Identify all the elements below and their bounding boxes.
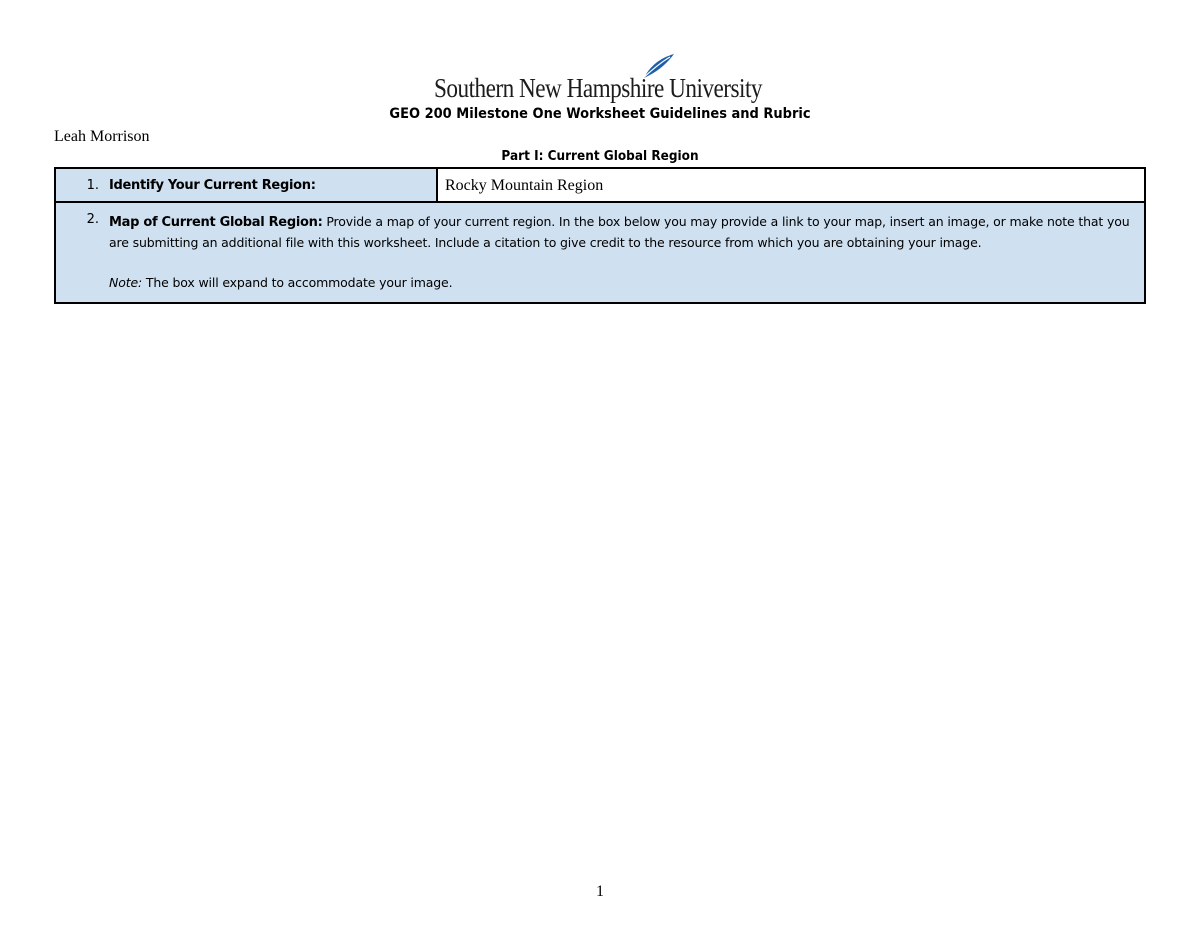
note	[109, 273, 1133, 293]
page-number: 1	[596, 883, 604, 900]
table-row	[55, 202, 1145, 303]
question-label: Map of Current Global Region:	[109, 215, 323, 230]
item-number: 1.	[86, 178, 99, 193]
question-text: Provide a map of your current region. In the box below you may provide a link to your map, insert an image, or make note that you are submitting an additional file with this worksheet. Include a citation to give credit to the resource from which you are obtaining your image.	[109, 214, 1130, 250]
note-label: Note:	[109, 275, 143, 290]
note-text: The box will expand to accommodate your image.	[145, 275, 453, 290]
answer-cell[interactable]: Rocky Mountain Region	[437, 168, 1145, 202]
document-title: GEO 200 Milestone One Worksheet Guidelines and Rubric	[389, 106, 811, 122]
university-logo	[430, 52, 775, 102]
table-row	[55, 168, 1145, 202]
author-name: Leah Morrison	[54, 128, 150, 145]
question-cell	[55, 168, 437, 202]
item-number: 2.	[86, 212, 99, 227]
question-cell	[55, 202, 1145, 303]
university-name: Southern New Hampshire University	[434, 73, 762, 103]
question-label: Identify Your Current Region:	[109, 178, 316, 193]
rubric-table	[54, 167, 1146, 304]
part-heading: Part I: Current Global Region	[501, 149, 699, 164]
